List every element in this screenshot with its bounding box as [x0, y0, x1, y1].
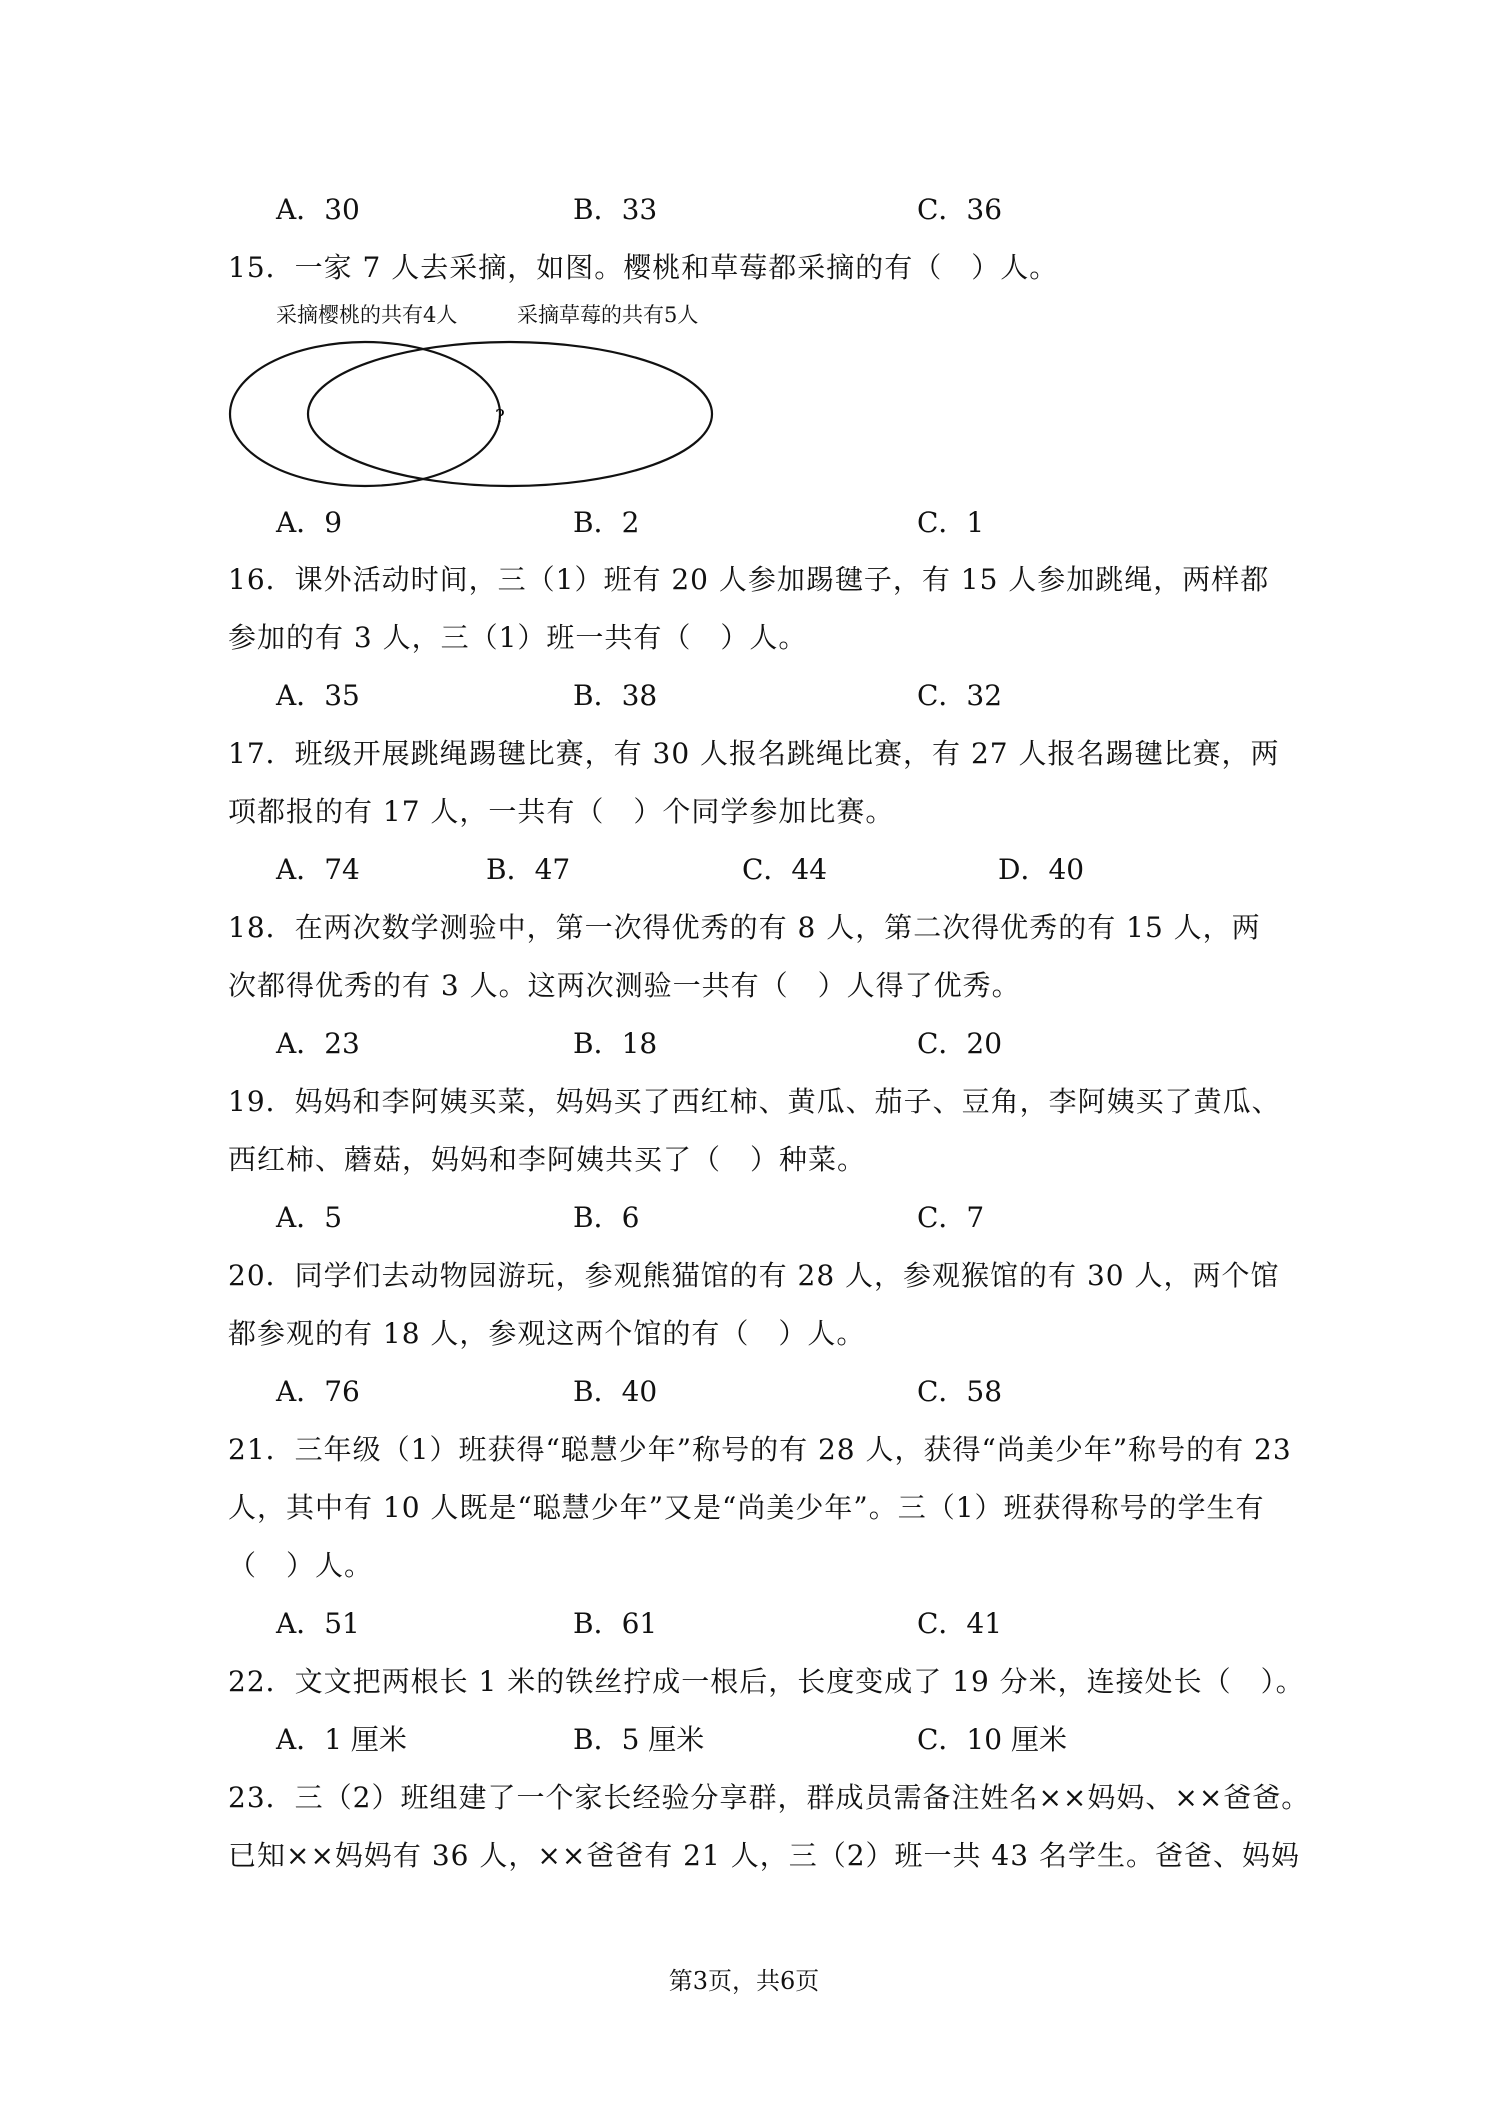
q21-option-c[interactable]: C．41 — [917, 1607, 1003, 1640]
q19-stem-line-2: 西红柿、蘑菇，妈妈和李阿姨共买了（ ）种菜。 — [228, 1143, 867, 1176]
q19-option-a[interactable]: A．5 — [276, 1201, 343, 1234]
q17-option-a[interactable]: A．74 — [276, 853, 360, 886]
q22-stem-line-1: 22．文文把两根长 1 米的铁丝拧成一根后，长度变成了 19 分米，连接处长（ ）。 — [228, 1665, 1305, 1698]
q17-option-c[interactable]: C．44 — [742, 853, 828, 886]
q17-option-d[interactable]: D．40 — [998, 853, 1085, 886]
q18-stem-line-1: 18．在两次数学测验中，第一次得优秀的有 8 人，第二次得优秀的有 15 人，两 — [228, 911, 1261, 944]
q16-stem-line-1: 16．课外活动时间，三（1）班有 20 人参加踢毽子，有 15 人参加跳绳，两样都 — [228, 563, 1270, 596]
q21-stem-line-2: 人，其中有 10 人既是“聪慧少年”又是“尚美少年”。三（1）班获得称号的学生有 — [228, 1491, 1265, 1524]
q20-option-b[interactable]: B．40 — [573, 1375, 658, 1408]
q14-option-c[interactable]: C．36 — [917, 193, 1003, 226]
q18-option-a[interactable]: A．23 — [276, 1027, 360, 1060]
q19-stem-line-1: 19．妈妈和李阿姨买菜，妈妈买了西红柿、黄瓜、茄子、豆角，李阿姨买了黄瓜、 — [228, 1085, 1281, 1118]
page-number-footer: 第3页，共6页 — [668, 1967, 820, 1995]
q21-stem-line-1: 21．三年级（1）班获得“聪慧少年”称号的有 28 人，获得“尚美少年”称号的有 23 — [228, 1433, 1292, 1466]
q16-stem-line-2: 参加的有 3 人，三（1）班一共有（ ）人。 — [228, 621, 808, 654]
q21-option-b[interactable]: B．61 — [573, 1607, 658, 1640]
q19-option-c[interactable]: C．7 — [917, 1201, 985, 1234]
q17-stem-line-2: 项都报的有 17 人，一共有（ ）个同学参加比赛。 — [228, 795, 895, 828]
q23-stem-line-1: 23．三（2）班组建了一个家长经验分享群，群成员需备注姓名××妈妈、××爸爸。 — [228, 1781, 1311, 1814]
venn-right-label: 采摘草莓的共有5人 — [517, 303, 699, 327]
q17-stem-line-1: 17．班级开展跳绳踢毽比赛，有 30 人报名跳绳比赛，有 27 人报名踢毽比赛，两 — [228, 737, 1280, 770]
q16-option-c[interactable]: C．32 — [917, 679, 1003, 712]
q14-option-a[interactable]: A．30 — [276, 193, 360, 226]
q14-option-b[interactable]: B．33 — [573, 193, 658, 226]
q20-stem-line-2: 都参观的有 18 人，参观这两个馆的有（ ）人。 — [228, 1317, 866, 1350]
q20-stem-line-1: 20．同学们去动物园游玩，参观熊猫馆的有 28 人，参观猴馆的有 30 人，两个馆 — [228, 1259, 1280, 1292]
q22-option-b[interactable]: B．5 厘米 — [573, 1723, 705, 1756]
q17-option-b[interactable]: B．47 — [486, 853, 571, 886]
q18-stem-line-2: 次都得优秀的有 3 人。这两次测验一共有（ ）人得了优秀。 — [228, 969, 1021, 1002]
q15-option-b[interactable]: B．2 — [573, 506, 640, 539]
q16-option-b[interactable]: B．38 — [573, 679, 658, 712]
q20-option-c[interactable]: C．58 — [917, 1375, 1003, 1408]
q15-option-c[interactable]: C．1 — [917, 506, 985, 539]
q21-stem-line-3: （ ）人。 — [228, 1549, 374, 1582]
q18-option-c[interactable]: C．20 — [917, 1027, 1003, 1060]
venn-left-label: 采摘樱桃的共有4人 — [276, 303, 458, 327]
q21-option-a[interactable]: A．51 — [276, 1607, 360, 1640]
venn-diagram — [228, 336, 788, 496]
q15-stem: 15．一家 7 人去采摘，如图。樱桃和草莓都采摘的有（ ）人。 — [228, 251, 1059, 284]
q16-option-a[interactable]: A．35 — [276, 679, 360, 712]
q18-option-b[interactable]: B．18 — [573, 1027, 658, 1060]
q22-option-c[interactable]: C．10 厘米 — [917, 1723, 1067, 1756]
q15-option-a[interactable]: A．9 — [276, 506, 343, 539]
q20-option-a[interactable]: A．76 — [276, 1375, 360, 1408]
q22-option-a[interactable]: A．1 厘米 — [276, 1723, 407, 1756]
q23-stem-line-2: 已知××妈妈有 36 人，××爸爸有 21 人，三（2）班一共 43 名学生。爸爸、妈妈 — [228, 1839, 1300, 1872]
strawberry-set-ellipse — [308, 342, 712, 486]
q19-option-b[interactable]: B．6 — [573, 1201, 640, 1234]
venn-intersection-mark: ? — [495, 406, 505, 427]
